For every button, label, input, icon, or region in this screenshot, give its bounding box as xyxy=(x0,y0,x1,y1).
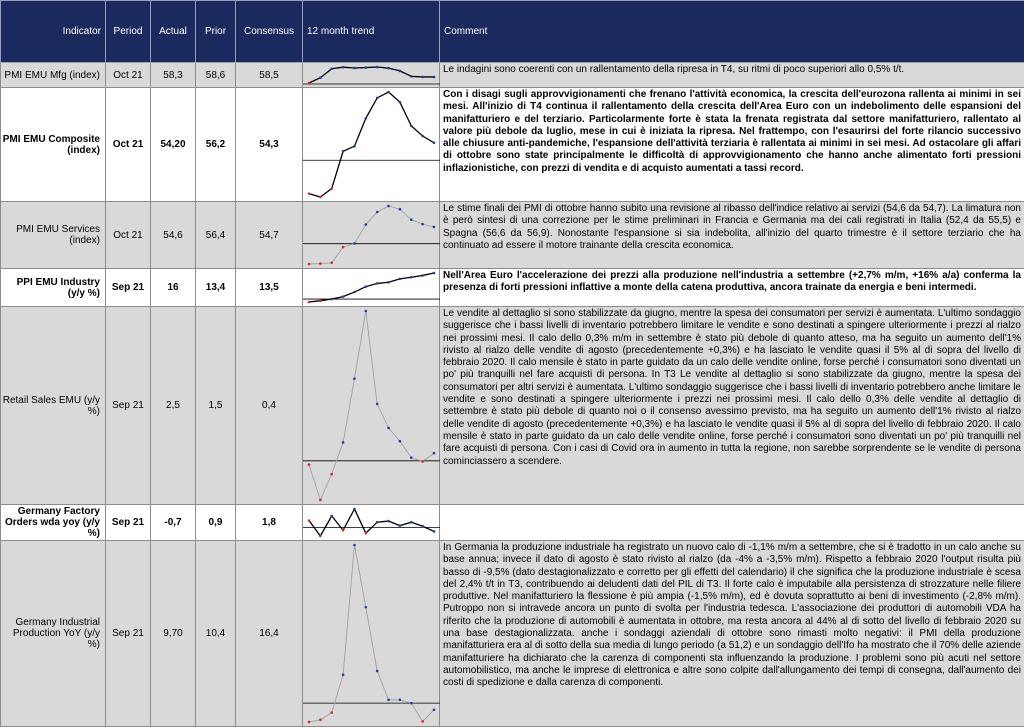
trend-point xyxy=(308,263,311,266)
trend-cell xyxy=(303,541,440,727)
trend-point xyxy=(399,278,402,281)
actual-cell: 16 xyxy=(151,269,196,307)
trend-cell xyxy=(303,88,440,202)
prior-cell: 10,4 xyxy=(196,541,236,727)
trend-point xyxy=(365,606,368,609)
period-cell: Oct 21 xyxy=(106,63,151,88)
prior-cell: 13,4 xyxy=(196,269,236,307)
trend-cell xyxy=(303,63,440,88)
trend-point xyxy=(319,299,322,302)
trend-point xyxy=(410,276,413,279)
trend-point xyxy=(410,218,413,221)
trend-point xyxy=(387,91,390,94)
trend-point xyxy=(342,295,345,298)
trend-point xyxy=(353,145,356,148)
table-row xyxy=(1,307,1024,505)
trend-point xyxy=(399,70,402,73)
trend-cell xyxy=(303,307,440,505)
consensus-cell: 13,5 xyxy=(236,269,303,307)
trend-point xyxy=(319,76,322,79)
trend-point xyxy=(421,460,424,463)
table-header-row xyxy=(1,1,1024,63)
trend-point xyxy=(410,75,413,78)
comment-cell: Con i disagi sugli approvvigionamenti che frenano l'attività economica, la crescita dell'eurozona rallenta ai minimi in sei mesi. All'inizio di T4 continua il rallentamento della crescita dell'Area Euro con un indebolimento delle espansioni del manifatturiero e del terziario. Particolarmente forte è stata la frenata registrata dal settore manifatturiero, rallentato al valore più debole da luglio, mese in cui è iniziata la ripresa. Nel frattempo, con l'esaurirsi del forte rilancio successivo alle chiusure anti-pandemiche, l'espansione dell'attività terziaria è rallentata ai minimi in sei mesi. Ad ostacolare gli affari di ottobre sono state principalmente le difficoltà di approvvigionamento che hanno anche alimentato forti pressioni inflazionistiche, con prezzi di vendita e di acquisto aumentati a tassi record. xyxy=(440,88,1024,202)
trend-point xyxy=(353,544,356,547)
trend-sparkline xyxy=(303,505,440,540)
trend-point xyxy=(353,508,356,511)
trend-point xyxy=(308,82,311,85)
trend-point xyxy=(319,718,322,721)
trend-sparkline xyxy=(303,269,440,306)
header-indicator: Indicator xyxy=(1,1,106,63)
trend-point xyxy=(387,520,390,523)
comment-cell: Le vendite al dettaglio si sono stabilizzate da giugno, mentre la spesa dei consumatori per servizi è aumentata. L'ultimo sondaggio suggerisce che i bassi livelli di inventario potrebbero limitare le vendite e sono destinati a spingere ulteriormente i prezzi al rialzo nei prossimi mesi. Il calo dello 0,3% m/m in settembre è stato più debole di quanto atteso, ma ha seguito un aumento dell'1% rivisto al rialzo delle vendite di agosto (precedentemente +0,3%) e ha lasciato le vendite quasi il 5% al di sopra del livello di febbraio 2020. Il calo mensile è stato in parte guidato da un calo delle vendite online, forse perché i consumatori sono diventati un po' più tranquilli nel fare acquisti di persona. In T3 Le vendite al dettaglio si sono stabilizzate da giugno, mentre la spesa dei consumatori per altri servizi è aumentata. L'ultimo sondaggio suggerisce che i bassi livelli di inventario potrebbero anche limitare le vendite e sono destinati a spingere ulteriormente i prezzi nei prossimi mesi. Il calo dello 0,3% delle vendite al dettaglio di settembre è stato più debole di quanto noi o il consenso avessimo previsto, ma ha seguito un aumento dell'1% rivisto al rialzo delle vendite di agosto (precedentemente +0,3%) e ha lasciato le vendite quasi il 5% al di sopra del livello di febbraio 2020. Il calo mensile è stato in parte guidato da un calo delle vendite online, forse perché i consumatori sono diventati un po' più tranquilli nel fare acquisti di persona. Con i casi di Covid ora in aumento in tutta la regione, non sarebbe sorprendente se le vendite di persona cominciassero a scendere. xyxy=(440,307,1024,505)
consensus-cell: 54,3 xyxy=(236,88,303,202)
trend-sparkline xyxy=(303,541,440,726)
period-cell: Sep 21 xyxy=(106,269,151,307)
trend-point xyxy=(421,525,424,528)
actual-cell: 2,5 xyxy=(151,307,196,505)
period-cell: Sep 21 xyxy=(106,505,151,541)
header-comment: Comment xyxy=(440,1,1024,63)
trend-point xyxy=(387,281,390,284)
trend-point xyxy=(376,66,379,69)
consensus-cell: 1,8 xyxy=(236,505,303,541)
trend-point xyxy=(308,721,311,724)
comment-cell: Le indagini sono coerenti con un rallentamento della ripresa in T4, su ritmi di poco superiori allo 0,5% t/t. xyxy=(440,63,1024,88)
trend-point xyxy=(410,125,413,128)
prior-cell: 0,9 xyxy=(196,505,236,541)
indicator-name: PMI EMU Mfg (index) xyxy=(1,63,106,88)
trend-point xyxy=(365,66,368,69)
trend-point xyxy=(353,377,356,380)
trend-point xyxy=(399,699,402,702)
trend-cell xyxy=(303,505,440,541)
period-cell: Oct 21 xyxy=(106,88,151,202)
trend-point xyxy=(330,711,333,714)
trend-point xyxy=(421,76,424,79)
comment-cell: In Germania la produzione industriale ha registrato un nuovo calo di -1,1% m/m a settembre, che si è tradotto in un calo anche su base annua; invece il dato di agosto è stato rivisto al rialzo (da -4% a -3,5% m/m). Rispetto a febbraio 2020 l'output risulta più basso di -9,5% (dato destagionalizzato e corretto per gli effetti del calendario) il che significa che la produzione industriale è scesa del 2,4% t/t in T3, contribuendo ai deludenti dati del PIL di T3. Il forte calo è imputabile alla persistenza di strozzature nelle filiere produttive. Nel manifatturiero la flessione è più ampia (-1,5% m/m), ed è dovuta soprattutto ai beni di investimento (-2,8% m/m). Putroppo non si intravede ancora un punto di svolta per l'industria tedesca. L'associazione dei produttori di automobili VDA ha riferito che la produzione di automobili è aumentata in ottobre, ma resta ancora al 44% al di sotto del livello di febbraio 2020 su una base destagionalizzata. anche i sondaggi aziendali di ottobre sono rimasti molto negativi: il PMI della produzione manifatturiera era al di sotto della sua media di lungo periodo (a 51,2) e un sondaggio dell'Ifo ha mostrato che il 70% delle aziende manifatturiere ha dichiarato che la carenza di componenti sta influenzando la produzione. I problemi sono più acuti nel settore automobilistico, ma anche le imprese di elettronica e altre sono colpite dall'allungamento dei tempi di consegna, dall'aumento dei costi di spedizione e dalla carenza di componenti. xyxy=(440,541,1024,727)
trend-sparkline xyxy=(303,88,440,201)
trend-point xyxy=(319,499,322,502)
period-cell: Sep 21 xyxy=(106,541,151,727)
header-prior: Prior xyxy=(196,1,236,63)
trend-point xyxy=(376,670,379,673)
trend-point xyxy=(410,521,413,524)
trend-point xyxy=(376,403,379,406)
header-actual: Actual xyxy=(151,1,196,63)
header-trend: 12 month trend xyxy=(303,1,440,63)
consensus-cell: 58,5 xyxy=(236,63,303,88)
trend-point xyxy=(365,285,368,288)
trend-cell xyxy=(303,269,440,307)
prior-cell: 56,4 xyxy=(196,202,236,269)
trend-cell xyxy=(303,202,440,269)
table-row xyxy=(1,505,1024,541)
trend-point xyxy=(433,530,436,533)
trend-point xyxy=(433,708,436,711)
trend-line xyxy=(309,545,434,722)
trend-point xyxy=(410,702,413,705)
prior-cell: 58,6 xyxy=(196,63,236,88)
indicator-name: PPI EMU Industry (y/y %) xyxy=(1,269,106,307)
trend-point xyxy=(421,274,424,277)
trend-point xyxy=(365,117,368,120)
trend-point xyxy=(342,674,345,677)
trend-point xyxy=(342,441,345,444)
period-cell: Oct 21 xyxy=(106,202,151,269)
header-consensus: Consensus xyxy=(236,1,303,63)
trend-sparkline xyxy=(303,63,440,87)
indicator-name: Retail Sales EMU (y/y %) xyxy=(1,307,106,505)
period-cell: Sep 21 xyxy=(106,307,151,505)
trend-point xyxy=(330,67,333,70)
trend-point xyxy=(319,262,322,265)
trend-point xyxy=(433,142,436,145)
table-row xyxy=(1,202,1024,269)
comment-cell xyxy=(440,505,1024,541)
trend-point xyxy=(330,187,333,190)
indicator-name: Germany Industrial Production YoY (y/y %) xyxy=(1,541,106,727)
trend-point xyxy=(308,301,311,304)
trend-point xyxy=(365,532,368,535)
table-row xyxy=(1,88,1024,202)
comment-cell: Le stime finali dei PMI di ottobre hanno subito una revisione al ribasso dell'indice relativo ai servizi (54,6 da 54,7). La limatura non è però sintesi di una correzione per le stime preliminari in Francia e Germania ma dei cali registrati in Italia (52,4 da 55,5) e Spagna (56,6 da 56,9). Nonostante l'espansione si sia indebolita, all'inizio del quarto trimestre è il settore terziario che ha continuato ad essere il motore trainante della crescita economica. xyxy=(440,202,1024,269)
trend-point xyxy=(342,66,345,69)
trend-point xyxy=(365,310,368,313)
trend-point xyxy=(376,211,379,214)
trend-point xyxy=(342,529,345,532)
trend-line xyxy=(309,206,434,264)
trend-point xyxy=(342,246,345,249)
trend-point xyxy=(399,440,402,443)
consensus-cell: 16,4 xyxy=(236,541,303,727)
trend-point xyxy=(421,720,424,723)
trend-point xyxy=(342,150,345,153)
trend-point xyxy=(353,291,356,294)
trend-point xyxy=(308,463,311,466)
trend-point xyxy=(376,521,379,524)
trend-point xyxy=(353,242,356,245)
trend-line xyxy=(309,273,434,302)
trend-point xyxy=(399,208,402,211)
trend-line xyxy=(309,92,434,197)
trend-point xyxy=(421,223,424,226)
actual-cell: 54,6 xyxy=(151,202,196,269)
trend-line xyxy=(309,509,434,536)
trend-point xyxy=(387,699,390,702)
trend-line xyxy=(309,311,434,500)
prior-cell: 1,5 xyxy=(196,307,236,505)
trend-point xyxy=(433,272,436,275)
indicator-name: PMI EMU Composite (index) xyxy=(1,88,106,202)
trend-point xyxy=(399,101,402,104)
trend-point xyxy=(387,67,390,70)
trend-point xyxy=(330,261,333,264)
trend-point xyxy=(308,519,311,522)
actual-cell: 58,3 xyxy=(151,63,196,88)
trend-point xyxy=(330,515,333,518)
table-row xyxy=(1,541,1024,727)
trend-point xyxy=(410,456,413,459)
trend-sparkline xyxy=(303,307,440,504)
trend-point xyxy=(387,205,390,208)
actual-cell: 54,20 xyxy=(151,88,196,202)
trend-point xyxy=(433,452,436,455)
trend-point xyxy=(319,196,322,199)
trend-point xyxy=(376,282,379,285)
indicator-name: PMI EMU Services (index) xyxy=(1,202,106,269)
trend-point xyxy=(421,135,424,138)
trend-point xyxy=(433,226,436,229)
trend-sparkline xyxy=(303,202,440,268)
trend-point xyxy=(399,524,402,527)
consensus-cell: 0,4 xyxy=(236,307,303,505)
trend-point xyxy=(376,97,379,100)
trend-point xyxy=(319,535,322,538)
trend-point xyxy=(387,427,390,430)
table-row xyxy=(1,63,1024,88)
actual-cell: 9,70 xyxy=(151,541,196,727)
consensus-cell: 54,7 xyxy=(236,202,303,269)
trend-line xyxy=(309,67,434,83)
trend-point xyxy=(365,223,368,226)
actual-cell: -0,7 xyxy=(151,505,196,541)
prior-cell: 56,2 xyxy=(196,88,236,202)
indicator-name: Germany Factory Orders wda yoy (y/y %) xyxy=(1,505,106,541)
comment-cell: Nell'Area Euro l'accelerazione dei prezzi alla produzione nell'industria a settembre (+2,7% m/m, +16% a/a) conferma la presenza di forti pressioni inflattive a monte della catena produttiva, ancora trainate da energia e beni intermedi. xyxy=(440,269,1024,307)
trend-point xyxy=(330,473,333,476)
trend-point xyxy=(353,67,356,70)
trend-point xyxy=(330,298,333,301)
header-period: Period xyxy=(106,1,151,63)
trend-point xyxy=(308,192,311,195)
table-row xyxy=(1,269,1024,307)
trend-point xyxy=(433,76,436,79)
